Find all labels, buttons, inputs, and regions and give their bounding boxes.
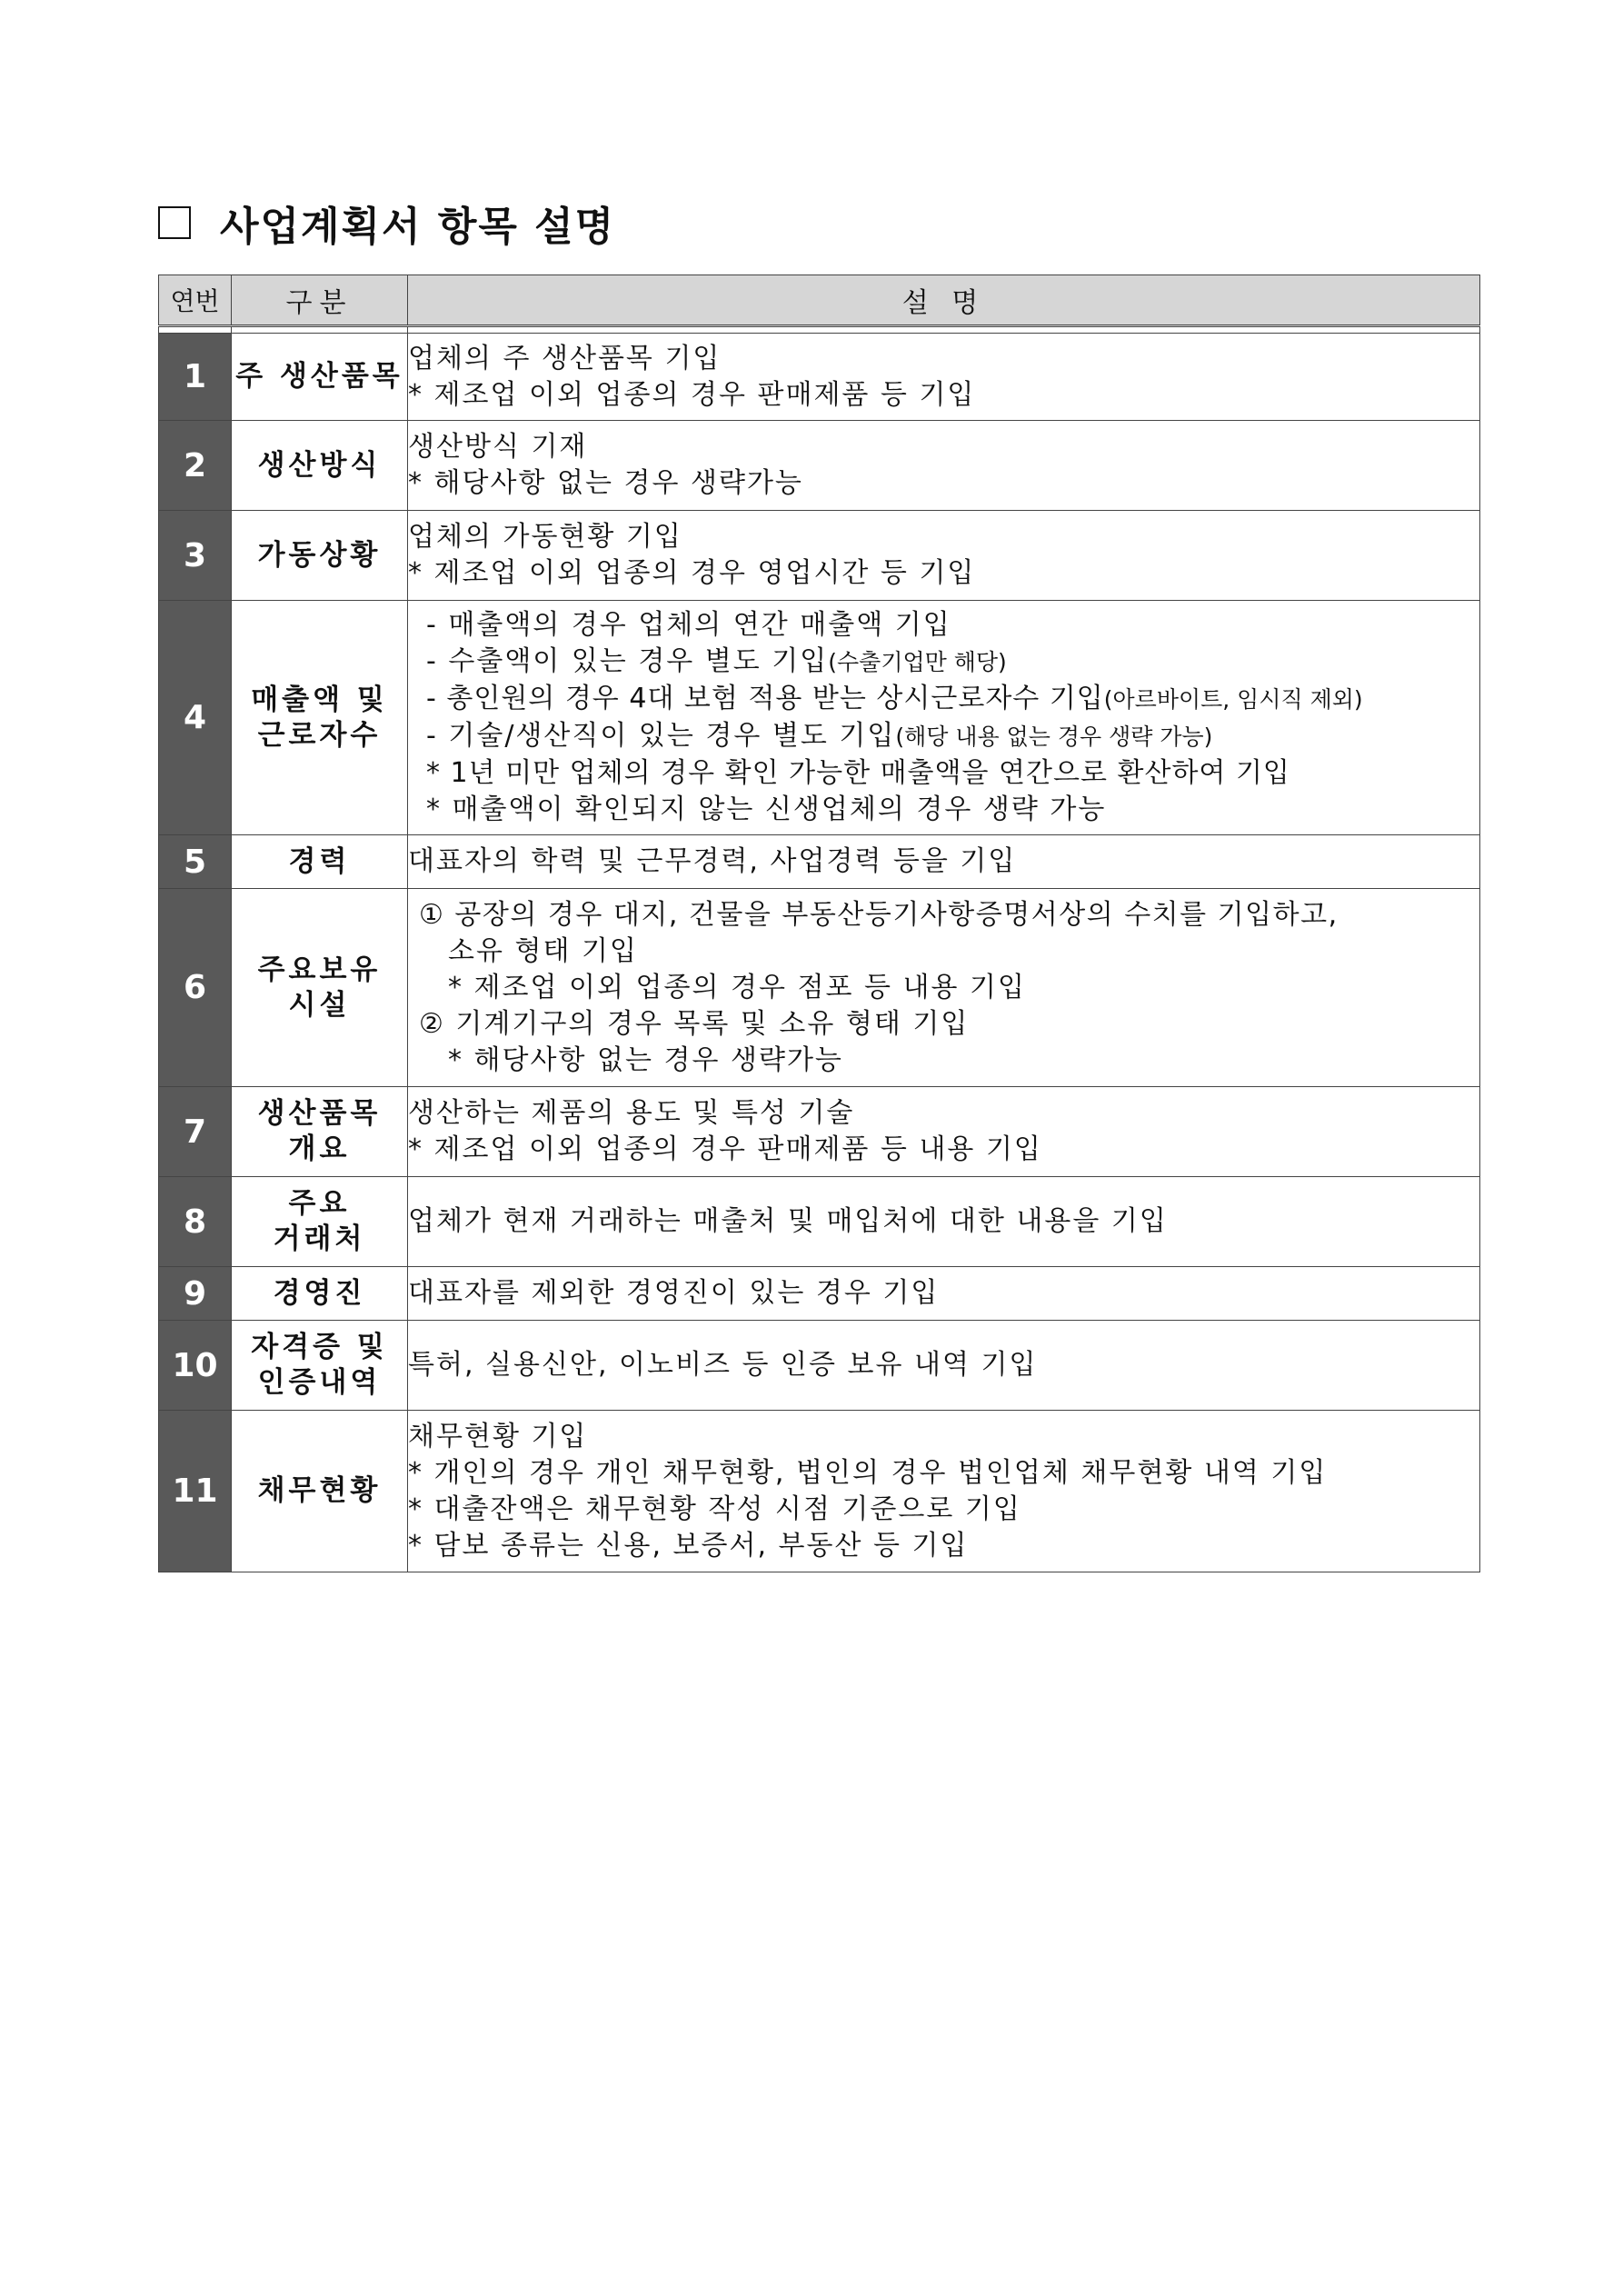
- table-row: [159, 334, 1480, 421]
- table-row: [159, 601, 1480, 835]
- page-title-block: [158, 191, 615, 255]
- description-line: 업체의 가동현황 기입: [408, 521, 682, 553]
- description-line: 생산방식 기재: [408, 431, 588, 463]
- description-line: * 제조업 이외 업종의 경우 판매제품 등 내용 기입: [408, 1133, 1042, 1165]
- row-category: [232, 1321, 408, 1411]
- description-line: 업체가 현재 거래하는 매출처 및 매입처에 대한 내용을 기입: [408, 1205, 1168, 1237]
- description-note: (수출기업만 해당): [828, 649, 1007, 675]
- table-row: [159, 421, 1480, 511]
- header-separator: [159, 326, 1480, 334]
- description-line: * 제조업 이외 업종의 경우 점포 등 내용 기입: [448, 971, 1026, 1003]
- header-row: [159, 275, 1480, 326]
- row-description: [408, 1267, 1480, 1321]
- row-description: [408, 334, 1480, 421]
- description-line: * 개인의 경우 개인 채무현황, 법인의 경우 법인업체 채무현황 내역 기입: [408, 1456, 1328, 1489]
- category-line: 주요: [288, 1187, 351, 1220]
- page-title: 사업계획서 항목 설명: [220, 204, 616, 250]
- row-category: 주 생산품목: [232, 334, 408, 421]
- description-line: * 대출잔액은 채무현황 작성 시점 기준으로 기입: [408, 1492, 1021, 1525]
- description-line: * 매출액이 확인되지 않는 신생업체의 경우 생략 가능: [426, 794, 1107, 825]
- description-line: - 매출액의 경우 업체의 연간 매출액 기입: [426, 609, 951, 641]
- row-category: [232, 601, 408, 835]
- row-category: [232, 1087, 408, 1177]
- row-number: 5: [159, 835, 232, 889]
- row-category: 가동상황: [232, 511, 408, 601]
- description-line: ② 기계기구의 경우 목록 및 소유 형태 기입: [419, 1007, 970, 1040]
- table-row: [159, 1087, 1480, 1177]
- row-description: [408, 889, 1480, 1087]
- table-row: [159, 1177, 1480, 1267]
- table-row: [159, 1321, 1480, 1411]
- description-note: (아르바이트, 임시직 제외): [1103, 686, 1363, 713]
- header-no: 연번: [159, 275, 232, 326]
- description-line: [426, 644, 1479, 681]
- table-row: [159, 889, 1480, 1087]
- checkbox-square-icon: [158, 206, 191, 239]
- description-line: ① 공장의 경우 대지, 건물을 부동산등기사항증명서상의 수치를 기입하고,: [419, 898, 1339, 931]
- description-line: * 해당사항 없는 경우 생략가능: [408, 467, 803, 499]
- row-description: [408, 601, 1480, 835]
- row-number: 2: [159, 421, 232, 511]
- description-line: * 해당사항 없는 경우 생략가능: [448, 1043, 843, 1076]
- description-line: * 1년 미만 업체의 경우 확인 가능한 매출액을 연간으로 환산하여 기입: [426, 757, 1290, 789]
- row-number: 8: [159, 1177, 232, 1267]
- description-text: - 총인원의 경우 4대 보험 적용 받는 상시근로자수 기입: [426, 683, 1104, 714]
- row-description: [408, 1177, 1480, 1267]
- header-description: 설 명: [408, 275, 1480, 326]
- description-line: [426, 718, 1479, 755]
- description-line: 생산하는 제품의 용도 및 특성 기술: [408, 1097, 855, 1129]
- description-line: 대표자를 제외한 경영진이 있는 경우 기입: [408, 1277, 940, 1309]
- description-line: 채무현황 기입: [408, 1420, 588, 1452]
- row-number: 6: [159, 889, 232, 1087]
- row-category: 채무현황: [232, 1411, 408, 1572]
- table-row: [159, 1267, 1480, 1321]
- header-category: 구분: [232, 275, 408, 326]
- description-text: - 수출액이 있는 경우 별도 기입: [426, 645, 829, 677]
- category-line: 매출액 및: [251, 683, 388, 716]
- row-description: [408, 421, 1480, 511]
- description-line: * 제조업 이외 업종의 경우 영업시간 등 기입: [408, 557, 976, 589]
- row-description: [408, 1321, 1480, 1411]
- row-description: [408, 835, 1480, 889]
- row-number: 7: [159, 1087, 232, 1177]
- description-line: 특허, 실용신안, 이노비즈 등 인증 보유 내역 기입: [408, 1349, 1038, 1381]
- row-number: 9: [159, 1267, 232, 1321]
- category-line: 생산품목: [257, 1097, 382, 1130]
- row-description: [408, 511, 1480, 601]
- item-description-table: [158, 275, 1480, 1572]
- description-note: (해당 내용 없는 경우 생략 가능): [895, 724, 1213, 750]
- row-number: 10: [159, 1321, 232, 1411]
- row-number: 3: [159, 511, 232, 601]
- category-line: 근로자수: [257, 718, 382, 752]
- row-category: 생산방식: [232, 421, 408, 511]
- description-line: [426, 681, 1479, 718]
- category-line: 인증내역: [257, 1366, 382, 1399]
- description-line: * 담보 종류는 신용, 보증서, 부동산 등 기입: [408, 1529, 969, 1562]
- category-line: 거래처: [273, 1223, 366, 1255]
- row-description: [408, 1411, 1480, 1572]
- table-row: [159, 511, 1480, 601]
- row-description: [408, 1087, 1480, 1177]
- category-line: 주요보유: [257, 953, 382, 986]
- row-category: 경영진: [232, 1267, 408, 1321]
- description-line: 대표자의 학력 및 근무경력, 사업경력 등을 기입: [408, 845, 1017, 877]
- row-category: 경력: [232, 835, 408, 889]
- row-number: 1: [159, 334, 232, 421]
- description-line: * 제조업 이외 업종의 경우 판매제품 등 기입: [408, 378, 976, 411]
- row-category: [232, 1177, 408, 1267]
- category-line: 시설: [288, 988, 351, 1022]
- row-number: 11: [159, 1411, 232, 1572]
- category-line: 자격증 및: [251, 1331, 388, 1363]
- description-line: 소유 형태 기입: [448, 934, 638, 967]
- category-line: 개요: [288, 1133, 351, 1165]
- row-category: [232, 889, 408, 1087]
- description-line: 업체의 주 생산품목 기입: [408, 342, 722, 374]
- table-row: [159, 1411, 1480, 1572]
- row-number: 4: [159, 601, 232, 835]
- description-text: - 기술/생산직이 있는 경우 별도 기입: [426, 720, 896, 752]
- table-row: [159, 835, 1480, 889]
